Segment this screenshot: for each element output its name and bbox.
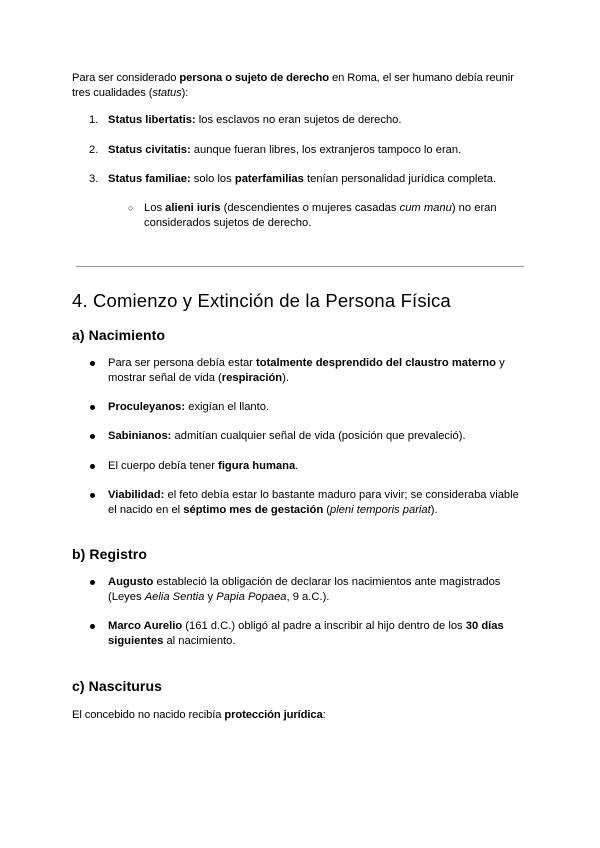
text: el feto debía estar lo bastante maduro para vivir; se consideraba viable el nacido en el <box>108 489 519 516</box>
bold-text: persona o sujeto de derecho <box>179 72 329 84</box>
text: al nacimiento. <box>163 635 236 647</box>
text: en Roma, el ser humano debía reunir tres cualidades ( <box>72 72 514 99</box>
bullet-icon <box>90 361 95 366</box>
bold-text: Status familiae: <box>108 173 191 185</box>
text: exigían el llanto. <box>185 401 270 413</box>
bold-text: figura humana <box>218 460 296 472</box>
intro-paragraph <box>72 71 528 101</box>
text: , 9 a.C.). <box>286 591 330 603</box>
text: estableció la obligación de declarar los nacimientos ante magistrados (Leyes <box>108 576 501 603</box>
list-number: 3. <box>89 173 99 185</box>
heading-nasciturus: c) Nasciturus <box>72 678 162 694</box>
bullet-icon <box>90 493 95 498</box>
heading-nacimiento: a) Nacimiento <box>72 327 166 343</box>
italic-text: status <box>152 87 182 99</box>
bold-text: protección jurídica <box>224 709 323 721</box>
bold-text: Viabilidad: <box>108 489 165 501</box>
bold-text: séptimo mes de gestación <box>183 504 324 516</box>
text: y mostrar señal de vida ( <box>108 357 505 384</box>
text: y <box>204 591 217 603</box>
italic-text: pleni temporis pariat <box>330 504 431 516</box>
bold-text: Status civitatis: <box>108 144 191 156</box>
text: ). <box>282 372 289 384</box>
text: ( <box>323 504 330 516</box>
text: ) no eran considerados sujetos de derecho. <box>144 202 497 229</box>
italic-text: Papia Popaea <box>216 591 287 603</box>
text: (161 d.C.) obligó al padre a inscribir al hijo dentro de los <box>182 620 466 632</box>
text: admitían cualquier señal de vida (posición que prevaleció). <box>171 430 466 442</box>
bold-text: Marco Aurelio <box>108 620 183 632</box>
italic-text: cum manu <box>399 202 452 214</box>
bold-text: Sabinianos: <box>108 430 172 442</box>
bullet-icon <box>90 624 95 629</box>
text: ). <box>430 504 438 516</box>
text: Los <box>144 202 166 214</box>
list-number: 2. <box>89 144 99 156</box>
bold-text: Status libertatis: <box>108 114 196 126</box>
italic-text: Aelia Sentia <box>144 591 205 603</box>
text: solo los <box>190 173 235 185</box>
text: Para ser persona debía estar <box>108 357 257 369</box>
text: (descendientes o mujeres casadas <box>220 202 400 214</box>
text: : <box>322 709 326 721</box>
bold-text: paterfamilias <box>234 173 304 185</box>
bold-text: respiración <box>221 372 283 384</box>
bullet-icon <box>90 434 95 439</box>
heading-registro: b) Registro <box>72 546 147 562</box>
hollow-bullet-icon: ○ <box>128 203 134 213</box>
horizontal-divider <box>76 266 524 267</box>
text: los esclavos no eran sujetos de derecho. <box>195 114 402 126</box>
bold-text: 30 días siguientes <box>108 620 504 647</box>
bold-text: Proculeyanos: <box>108 401 186 413</box>
text: ): <box>181 87 189 99</box>
text: Para ser considerado <box>72 72 180 84</box>
bold-text: Augusto <box>108 576 154 588</box>
list-number: 1. <box>89 114 99 126</box>
text: El cuerpo debía tener <box>108 460 219 472</box>
nasciturus-paragraph <box>72 708 528 723</box>
bold-text: totalmente desprendido del claustro materno <box>256 357 496 369</box>
text: aunque fueran libres, los extranjeros tampoco lo eran. <box>190 144 462 156</box>
text: tenían personalidad jurídica completa. <box>303 173 497 185</box>
bold-text: alieni iuris <box>165 202 221 214</box>
text: El concebido no nacido recibía <box>72 709 225 721</box>
bullet-icon <box>90 464 95 469</box>
bullet-icon <box>90 405 95 410</box>
section-title: 4. Comienzo y Extinción de la Persona Física <box>72 290 451 311</box>
bullet-icon <box>90 580 95 585</box>
text: . <box>295 460 299 472</box>
